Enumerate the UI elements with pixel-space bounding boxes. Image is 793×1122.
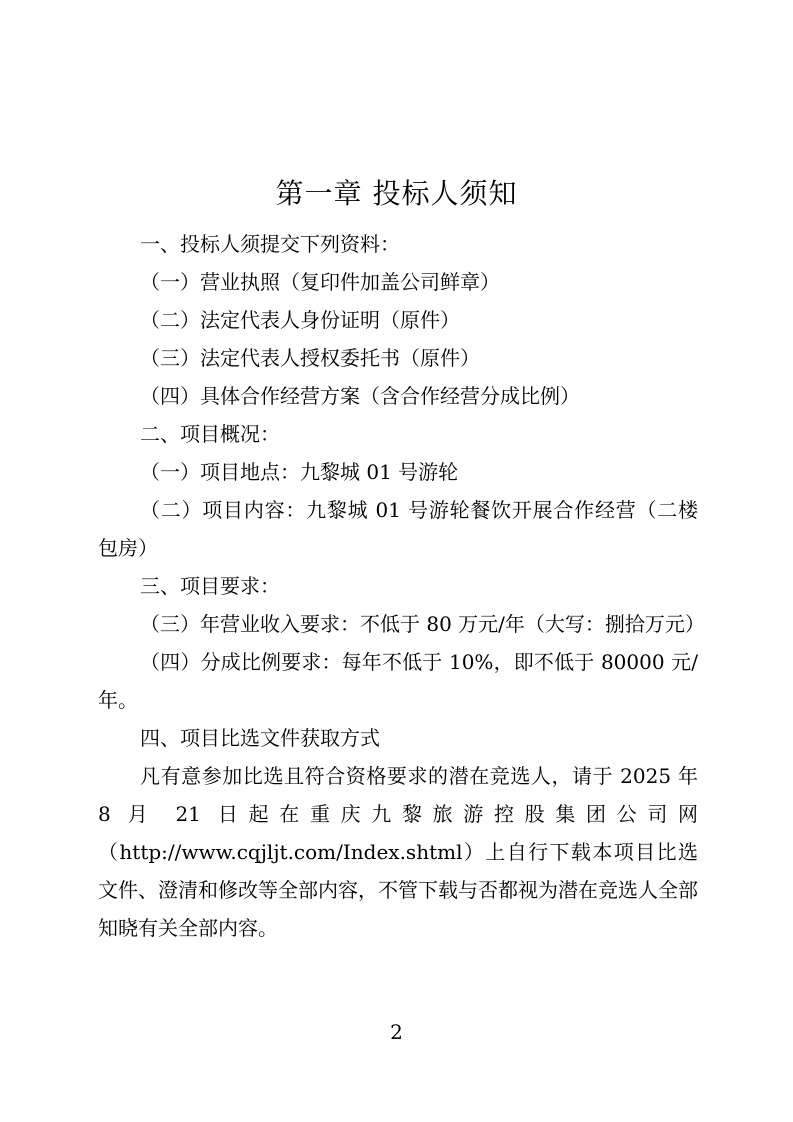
document-body [98, 225, 705, 947]
list-item-project-location: （一）项目地点：九黎城 01 号游轮 [140, 460, 459, 484]
section-heading-document-access: 四、项目比选文件获取方式 [140, 726, 380, 750]
list-item-revenue-requirement: （三）年营业收入要求：不低于 80 万元/年（大写：捌拾万元） [140, 612, 705, 636]
paragraph-document-access: 凡有意参加比选且符合资格要求的潜在竞选人，请于 2025 年 8 月 21 日起在重庆九黎旅游控股集团公司网（http://www.cqjljt.com/Index.shtml）上自行下载本项目比选文件、澄清和修改等全部内容，不管下载与否都视为潜在竞选人全部知晓有关全部内容。 [98, 764, 698, 940]
section-heading-materials: 一、投标人须提交下列资料： [140, 232, 400, 256]
page-number: 2 [390, 1020, 403, 1044]
list-item-cooperation-plan: （四）具体合作经营方案（含合作经营分成比例） [140, 384, 580, 408]
list-item-project-content: （二）项目内容：九黎城 01 号游轮餐饮开展合作经营（二楼包房） [98, 498, 698, 560]
list-item-business-license: （一）营业执照（复印件加盖公司鲜章） [140, 270, 500, 294]
section-heading-overview: 二、项目概况： [140, 422, 280, 446]
chapter-title: 第一章 投标人须知 [275, 177, 518, 210]
section-heading-requirements: 三、项目要求： [140, 574, 280, 598]
list-item-share-requirement: （四）分成比例要求：每年不低于 10%，即不低于 80000 元/年。 [98, 650, 698, 712]
list-item-legal-rep-id: （二）法定代表人身份证明（原件） [140, 308, 460, 332]
list-item-authorization-letter: （三）法定代表人授权委托书（原件） [140, 346, 480, 370]
